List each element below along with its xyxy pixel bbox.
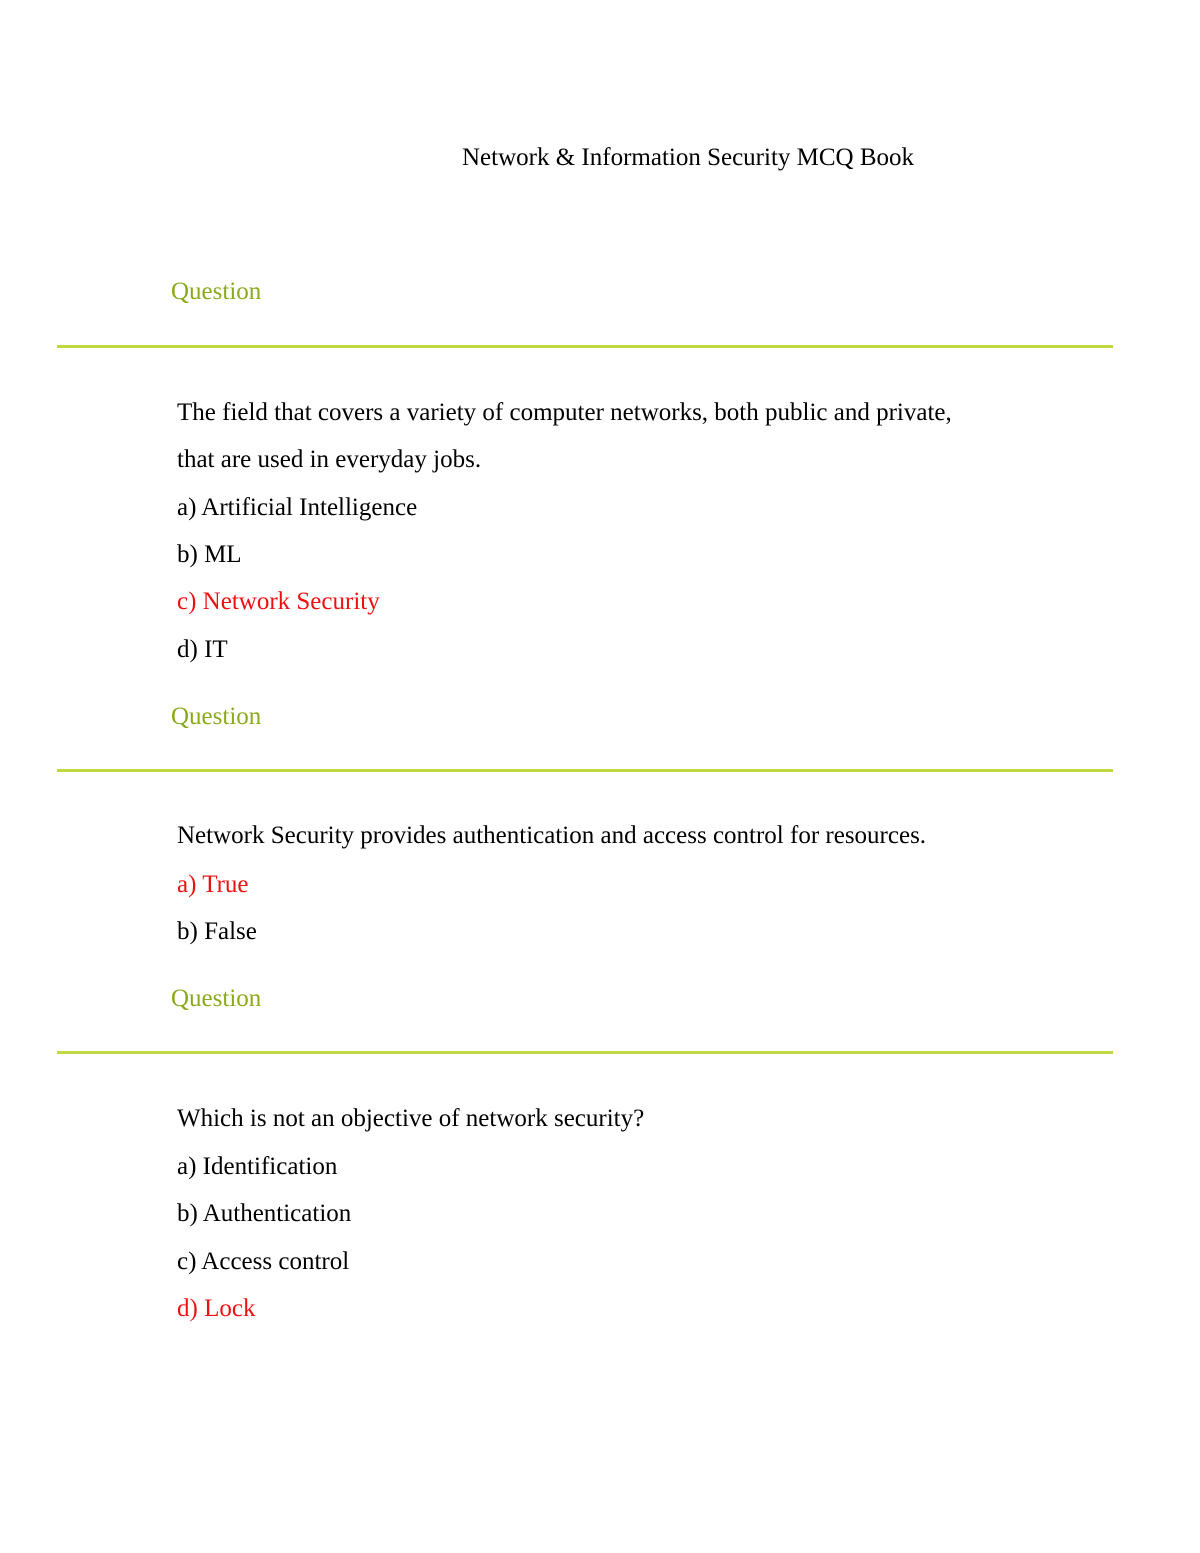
question-text: that are used in everyday jobs. [177,446,482,473]
answer-option: b) ML [177,541,242,568]
question-divider [57,345,1113,348]
page-title: Network & Information Security MCQ Book [462,144,915,171]
answer-option: a) Artificial Intelligence [177,494,418,521]
answer-option: d) IT [177,636,228,663]
answer-option: b) False [177,918,257,945]
question-text: Network Security provides authentication and access control for resources. [177,822,927,849]
answer-option-correct: a) True [177,871,249,898]
answer-option-correct: d) Lock [177,1295,256,1322]
answer-option: b) Authentication [177,1200,352,1227]
question-divider [57,769,1113,772]
question-label: Question [171,985,262,1012]
answer-option: c) Access control [177,1248,350,1275]
answer-option: a) Identification [177,1153,338,1180]
question-text: Which is not an objective of network security? [177,1105,645,1132]
question-label: Question [171,278,262,305]
answer-option-correct: c) Network Security [177,588,380,615]
question-divider [57,1051,1113,1054]
question-label: Question [171,703,262,730]
question-text: The field that covers a variety of computer networks, both public and private, [177,399,952,426]
